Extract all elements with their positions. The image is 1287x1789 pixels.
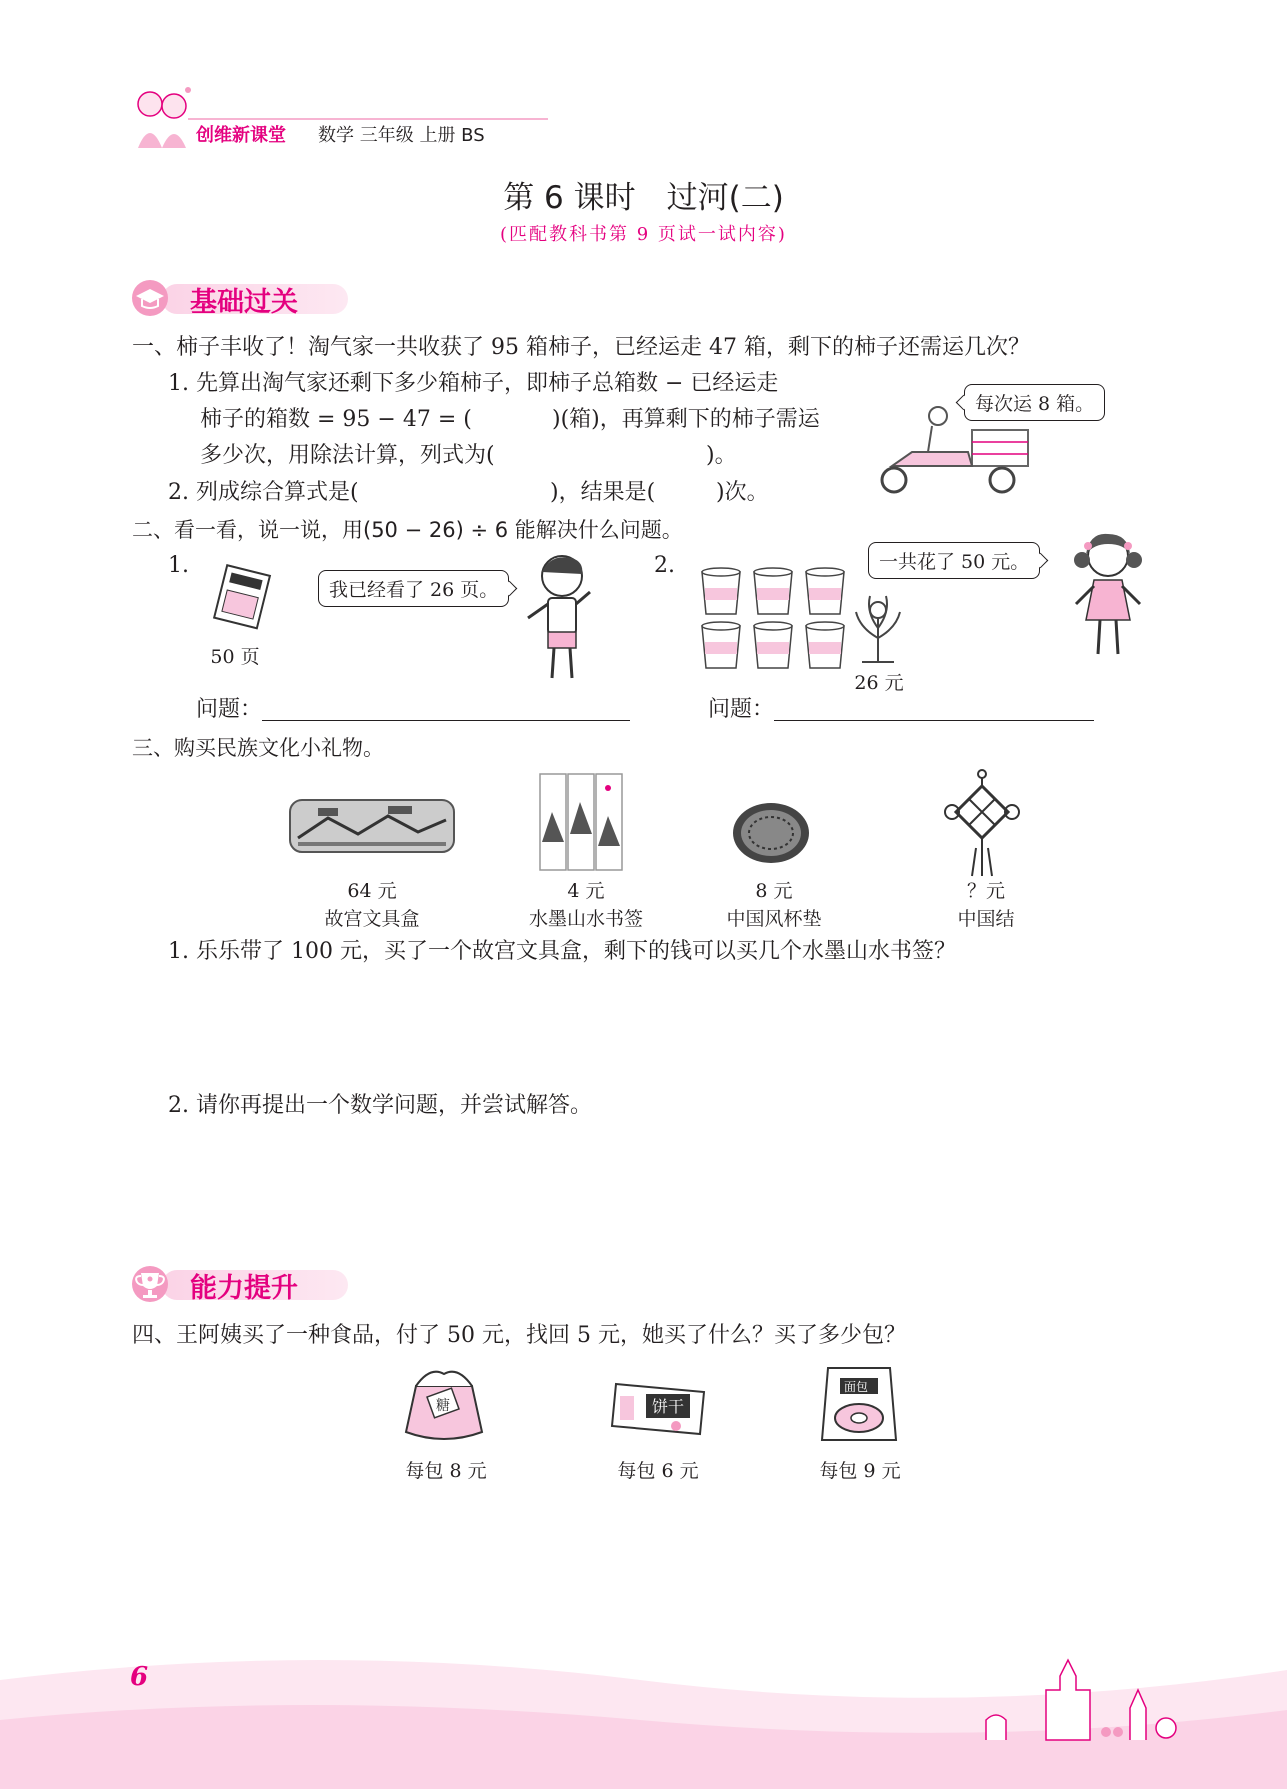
subject-label: 数学 三年级 上册 BS <box>318 125 485 146</box>
castle-decoration-icon <box>966 1650 1186 1750</box>
ink-landscape-bookmark-icon <box>538 772 624 872</box>
q3-sub2: 2. 请你再提出一个数学问题，并尝试解答。 <box>168 1093 592 1118</box>
q4-item1-price: 每包 8 元 <box>405 1460 487 1482</box>
q2-item1-question-label: 问题： <box>196 697 263 722</box>
q1-line3a: 多少次，用除法计算，列式为( <box>200 443 495 468</box>
q2-item1-speech-bubble: 我已经看了 26 页。 <box>318 570 509 607</box>
q1-line4c: )次。 <box>716 480 769 505</box>
q3-item4-price: ？元 <box>966 880 1005 902</box>
q3-item3-name: 中国风杯垫 <box>726 908 822 930</box>
q1-line1: 1. 先算出淘气家还剩下多少箱柿子，即柿子总箱数 − 已经运走 <box>168 371 779 396</box>
q1-line2a: 柿子的箱数 = 95 − 47 = ( <box>200 407 472 432</box>
graduation-cap-icon <box>128 278 178 318</box>
q2-item2-number: 2. <box>654 553 675 578</box>
boy-icon <box>524 552 596 682</box>
bread-bag-label: 面包 <box>844 1380 869 1394</box>
tricycle-truck-icon <box>872 400 1032 500</box>
q1-line4b: )，结果是( <box>550 480 656 505</box>
q3-item4-name: 中国结 <box>957 908 1015 930</box>
storybook-icon <box>208 564 278 630</box>
chinese-style-coaster-icon <box>730 800 812 866</box>
q2-stem: 二、看一看，说一说，用(50 − 26) ÷ 6 能解决什么问题。 <box>132 518 683 542</box>
lesson-title: 第 6 课时 过河(二) <box>503 180 784 216</box>
q3-item1-price: 64 元 <box>347 880 397 902</box>
q3-sub2-answer-area[interactable] <box>168 1126 1128 1256</box>
trophy-icon <box>128 1264 178 1304</box>
q3-sub1: 1. 乐乐带了 100 元，买了一个故宫文具盒，剩下的钱可以买几个水墨山水书签？ <box>168 939 956 964</box>
candy-bag-icon <box>402 1362 486 1446</box>
q4-item2-price: 每包 6 元 <box>617 1460 699 1482</box>
q2-item2-question-label: 问题： <box>708 697 775 722</box>
cups-icon <box>696 566 852 676</box>
q2-item1-answer-line <box>262 720 630 721</box>
girl-icon <box>1066 530 1150 660</box>
q3-stem: 三、购买民族文化小礼物。 <box>132 736 384 760</box>
q3-item3-price: 8 元 <box>755 880 793 902</box>
q1-speech-bubble: 每次运 8 箱。 <box>964 384 1105 421</box>
q1-stem: 一、柿子丰收了！淘气家一共收获了 95 箱柿子，已经运走 47 箱，剩下的柿子还需运几次？ <box>132 335 1030 360</box>
biscuit-pack-label: 饼干 <box>652 1397 685 1416</box>
bread-bag-icon <box>818 1360 900 1448</box>
section-advanced-label: 能力提升 <box>190 1273 298 1304</box>
q2-item2-caption: 26 元 <box>854 672 904 694</box>
section-basic-label: 基础过关 <box>190 287 298 318</box>
q2-item2-speech-bubble: 一共花了 50 元。 <box>868 542 1040 579</box>
q1-line4a: 2. 列成综合算式是( <box>168 480 359 505</box>
q2-item2-answer-line <box>774 720 1094 721</box>
section-advanced <box>128 1264 358 1304</box>
q1-line3b: )。 <box>706 443 737 468</box>
q2-item1-caption: 50 页 <box>210 646 260 668</box>
brand-name: 创维新课堂 <box>196 125 286 146</box>
q4-item3-price: 每包 9 元 <box>819 1460 901 1482</box>
biscuit-pack-icon <box>610 1376 710 1440</box>
header <box>128 82 548 152</box>
q3-item2-name: 水墨山水书签 <box>528 908 643 930</box>
q3-sub1-answer-area[interactable] <box>168 972 1128 1090</box>
candy-bag-label: 糖 <box>436 1398 450 1414</box>
q3-item1-name: 故宫文具盒 <box>324 908 420 930</box>
page-number: 6 <box>130 1662 149 1692</box>
q1-line2b: )(箱)，再算剩下的柿子需运 <box>552 407 820 432</box>
q4-stem: 四、王阿姨买了一种食品，付了 50 元，找回 5 元，她买了什么？买了多少包？ <box>132 1323 906 1348</box>
chinese-knot-icon <box>940 768 1024 878</box>
q3-item2-price: 4 元 <box>567 880 605 902</box>
potted-plant-icon <box>852 588 904 664</box>
lesson-subtitle: (匹配教科书第 9 页试一试内容) <box>500 224 787 245</box>
kids-logo-icon <box>128 82 198 152</box>
forbidden-city-pencil-box-icon <box>288 798 456 854</box>
section-basic <box>128 278 358 318</box>
q2-item1-number: 1. <box>168 553 189 578</box>
